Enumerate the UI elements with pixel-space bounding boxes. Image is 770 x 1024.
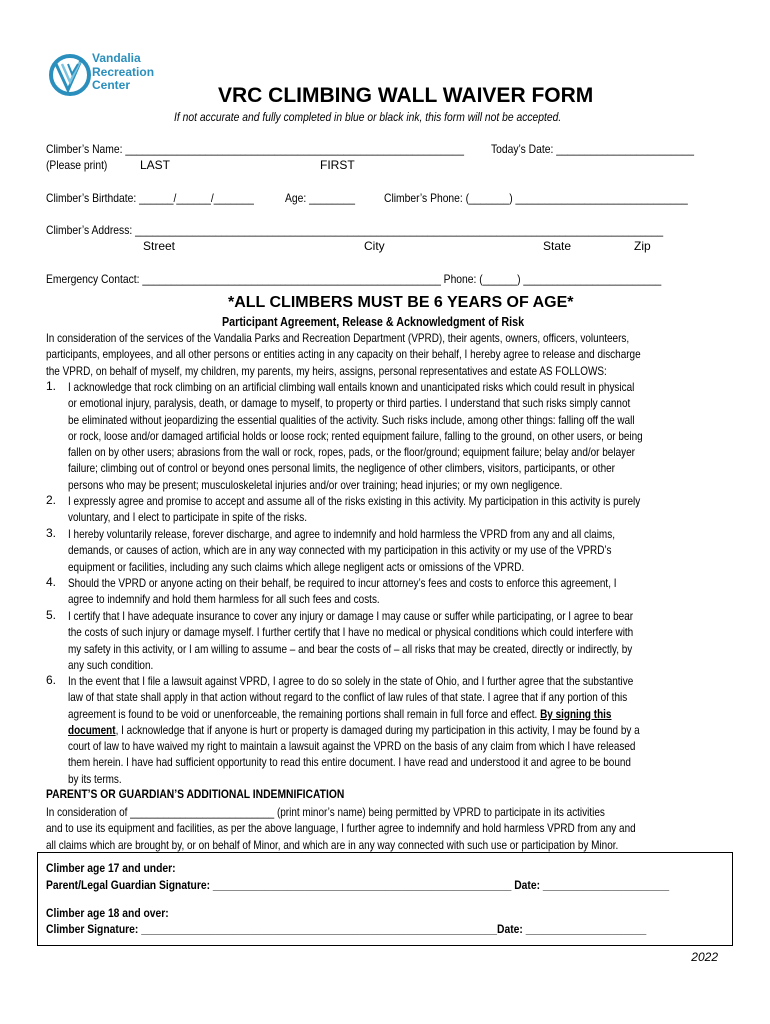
item-number: 1.	[46, 379, 57, 393]
agreement-heading: Participant Agreement, Release & Acknowledgment of Risk	[222, 315, 525, 329]
item-number: 4.	[46, 575, 57, 589]
item-number: 6.	[46, 673, 57, 687]
list-item: I certify that I have adequate insurance to cover any injury or damage I may cause or suffer while participating, or I agree to bear the costs of such injury or damage myself. I further certify that I have no medical or physical conditions which could interfere with my safety in this activity, or I am willing to assume – and bear the costs of – all risks that may be created, directly or indirectly, by any such condition.	[68, 609, 634, 672]
list-item: In the event that I file a lawsuit against VPRD, I agree to do so solely in the state of Ohio, and I further agree that the substantive law of that state shall apply in that action without regard to the conflict of law rules of that state. I agree that if any portion of this agreement is found to be void or unenforceable, the remaining portions shall remain in full force and effect. By signing this document, I acknowledge that if anyone is hurt or property is damaged during my participation in this activity, I may be found by a court of law to have waived my right to maintain a lawsuit against the VPRD on the basis of any claim from which I have released them herein. I have had sufficient opportunity to read this entire document. I have read and understood it and agree to be bound by its terms.	[68, 674, 640, 786]
age-requirement-notice: *ALL CLIMBERS MUST BE 6 YEARS OF AGE*	[228, 294, 574, 311]
item-number: 3.	[46, 526, 57, 540]
list-item: I acknowledge that rock climbing on an artificial climbing wall entails known and unanticipated risks which could result in physical or emotional injury, paralysis, death, or damage to myself, to property or third parties. I understand that such risks simply cannot be eliminated without jeopardizing the essential qualities of the activity. Such risks include, among other things: falling off the wall or rock, loose and/or damaged artificial holds or loose rock; rented equipment failure, falling to the ground, on other users, or being fallen on by other users; abrasions from the wall or rock, ropes, pads, or the floor/ground; equipment failure; belay and/or belayer failure; climbing out of control or beyond ones personal limits, the negligence of other climbers, visitors, participants, or other persons who may be present; musculoskeletal injuries and/or over training; head injuries; or my own negligence.	[68, 380, 643, 492]
list-item: I hereby voluntarily release, forever discharge, and agree to indemnify and hold harmless the VPRD from any and all claims, demands, or causes of action, which are in any way connected with my participation in this activity or my use of the VPRD’s equipment or facilities, including any such claims which allege negligent acts or omissions of the VPRD.	[68, 527, 615, 574]
item-number: 2.	[46, 493, 57, 507]
city-label: City	[364, 239, 385, 253]
street-label: Street	[143, 239, 176, 253]
zip-label: Zip	[634, 239, 651, 253]
adult-heading: Climber age 18 and over:	[46, 906, 169, 920]
logo-line-2: Recreation	[92, 64, 155, 79]
signature-box	[37, 852, 733, 946]
list-item: Should the VPRD or anyone acting on their behalf, be required to incur attorney’s fees and costs to enforce this agreement, I agree to indemnify and hold them harmless for all such fees and costs.	[68, 576, 617, 607]
signing-emphasis: By signing this	[540, 706, 612, 721]
please-print-note: (Please print)	[46, 158, 108, 172]
guardian-signature-field[interactable]: Parent/Legal Guardian Signature: ____________________________________________________ Date: ______________________	[46, 878, 670, 892]
logo-v-icon	[48, 50, 94, 100]
climber-phone-field[interactable]: Climber’s Phone: (_______) ______________________________	[384, 191, 688, 205]
birthdate-field[interactable]: Climber’s Birthdate: ______/______/_______	[46, 191, 254, 205]
vandalia-logo	[48, 50, 178, 100]
climber-address-field[interactable]: Climber’s Address: ____________________________________________________________________________________________	[46, 223, 664, 237]
item-number: 5.	[46, 608, 57, 622]
form-subtitle: If not accurate and fully completed in blue or black ink, this form will not be accepted.	[174, 110, 562, 124]
parent-paragraph: In consideration of __________________________ (print minor’s name) being permitted by VPRD to participate in its activities and to use its equipment and facilities, as per the above language, I further agree to indemnify and hold harmless VPRD from any and all claims which are brought by, or on behalf of Minor, and which are in any way connected with such use or participation by Minor.	[46, 805, 636, 852]
age-field[interactable]: Age: ________	[285, 191, 356, 205]
form-title: VRC CLIMBING WALL WAIVER FORM	[218, 84, 594, 107]
form-year: 2022	[691, 950, 718, 964]
todays-date-field[interactable]: Today’s Date: ________________________	[491, 142, 694, 156]
state-label: State	[543, 239, 572, 253]
minor-heading: Climber age 17 and under:	[46, 861, 176, 875]
logo-line-1: Vandalia	[92, 51, 141, 65]
first-name-label: FIRST	[320, 158, 355, 172]
last-name-label: LAST	[140, 158, 171, 172]
climber-signature-field[interactable]: Climber Signature: ______________________________________________________________Date: _____________________	[46, 922, 647, 936]
emergency-contact-field[interactable]: Emergency Contact: ____________________________________________________ Phone: (______) ________________________	[46, 272, 662, 286]
intro-paragraph: In consideration of the services of the Vandalia Parks and Recreation Department (VPRD), their agents, owners, officers, volunteers, participants, employees, and all other persons or entities acting in any capacity on their behalf, I hereby agree to release and discharge the VPRD, on behalf of myself, my children, my parents, my heirs, assigns, personal representatives and estate AS FOLLOWS:	[46, 331, 641, 378]
document-emphasis: document	[68, 722, 116, 737]
climber-name-field[interactable]: Climber’s Name: ___________________________________________________________	[46, 142, 464, 156]
logo-line-3: Center	[92, 78, 131, 92]
list-item: I expressly agree and promise to accept and assume all of the risks existing in this activity. My participation in this activity is purely voluntary, and I elect to participate in spite of the risks.	[68, 494, 641, 525]
parent-heading: PARENT’S OR GUARDIAN’S ADDITIONAL INDEMNIFICATION	[46, 787, 345, 801]
